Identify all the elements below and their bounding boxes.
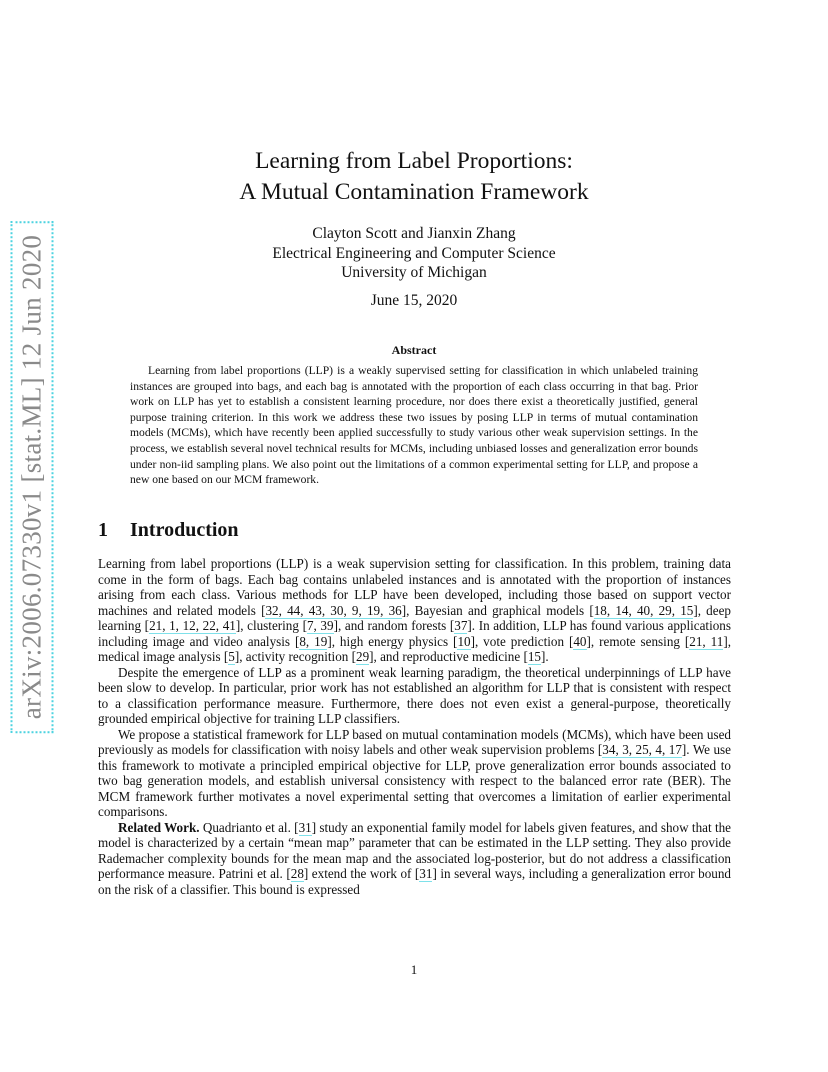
citation-link[interactable]: 40 xyxy=(573,633,587,649)
citation-link[interactable]: 21, 11 xyxy=(689,633,724,649)
page-number: 1 xyxy=(410,962,418,977)
paragraph-related-work xyxy=(98,820,731,898)
abstract-text: Learning from label proportions (LLP) is a weakly supervised setting for classification in which unlabeled training instances are grouped into bags, and each bag is annotated with the proportion of each class occurring in that bag. Prior work on LLP has yet to establish a consistent learning procedure, nor does there exist a theoretically justified, general purpose training criterion. In this work we address these two issues by posing LLP in terms of mutual contamination models (MCMs), which have recently been applied successfully to study various other weak supervision settings. In the process, we establish several novel technical results for MCMs, including unbiased losses and generalization error bounds under non-iid sampling plans. We also point out the limitations of a common experimental setting for LLP, and propose a new one based on our MCM framework. xyxy=(130,364,698,487)
citation-link[interactable]: 29 xyxy=(356,649,370,664)
text: ], deep learning [ xyxy=(98,602,731,633)
text: ] study an exponential family model for labels given features, and show that the model is characterized by a certain “mean map” parameter that can be estimated in the LLP setting. They also provide Rademacher complexity bounds for the mean map and the associated log-posterior, but do not address a classification performance measure. Patrini et al. [ xyxy=(98,819,731,881)
citation-link[interactable]: 10 xyxy=(457,633,471,649)
text: Quadrianto et al. [ xyxy=(199,819,299,835)
text: ] in several ways, including a generalization error bound on the risk of a classifier. This bound is expressed xyxy=(98,866,731,897)
text: ]. In addition, LLP has found various applications including image and video analysis [ xyxy=(98,618,731,649)
text: Learning from label proportions (LLP) is a weak supervision setting for classification. In this problem, training data come in the form of bags. Each bag contains unlabeled instances and is annotated with the proportion of instances arising from each class. Various methods for LLP have been developed, including those based on support vector machines and related models [ xyxy=(98,556,731,618)
introduction-body xyxy=(98,556,731,897)
section-title: Introduction xyxy=(130,519,239,541)
citation-link[interactable]: 34, 3, 25, 4, 17 xyxy=(602,742,682,757)
text: ], activity recognition [ xyxy=(234,649,356,664)
text: ] extend the work of [ xyxy=(303,866,420,881)
text: ], and reproductive medicine [ xyxy=(369,649,528,664)
text: ], clustering [ xyxy=(235,618,307,633)
run-in-heading: Related Work. xyxy=(118,819,200,835)
citation-link[interactable]: 31 xyxy=(298,819,312,835)
text: ], medical image analysis [ xyxy=(98,633,731,664)
citation-link[interactable]: 21, 1, 12, 22, 41 xyxy=(149,618,236,633)
citation-link[interactable]: 7, 39 xyxy=(306,618,334,633)
text: ], Bayesian and graphical models [ xyxy=(401,602,594,618)
citation-link[interactable]: 5 xyxy=(228,649,235,664)
citation-link[interactable]: 8, 19 xyxy=(299,633,328,649)
text: ]. We use this framework to motivate a principled empirical objective for LLP, prove generalization error bounds associated to two bag generation models, and establish universal consistency with respect to the balanced error rate (BER). The MCM framework further motivates a novel experimental setting that overcomes a limitation of earlier experimental comparisons. xyxy=(98,742,731,819)
text: We propose a statistical framework for LLP based on mutual contamination models (MCMs), which have been used previously as models for classification with noisy labels and other weak supervision problems [ xyxy=(98,726,731,757)
paragraph-3 xyxy=(98,727,731,820)
text: ], high energy physics [ xyxy=(327,633,458,649)
paragraph-1 xyxy=(98,556,731,665)
paper-date: June 15, 2020 xyxy=(370,292,458,309)
abstract-heading: Abstract xyxy=(391,343,437,357)
title-line-1: Learning from Label Proportions: xyxy=(255,148,573,174)
author-university: University of Michigan xyxy=(341,264,487,281)
text: ], remote sensing [ xyxy=(586,633,690,649)
paragraph-2: Despite the emergence of LLP as a prominent weak learning paradigm, the theoretical underpinnings of LLP have been slow to develop. In particular, prior work has not established an algorithm for LLP that is consistent with respect to a classification performance measure. Furthermore, there does not even exist a general-purpose, theoretically grounded empirical objective for training LLP classifiers. xyxy=(98,664,731,726)
citation-link[interactable]: 18, 14, 40, 29, 15 xyxy=(593,602,694,618)
text: ], vote prediction [ xyxy=(470,633,574,649)
citation-link[interactable]: 28 xyxy=(290,866,304,881)
author-block xyxy=(0,224,828,283)
author-department: Electrical Engineering and Computer Science xyxy=(272,244,556,262)
citation-link[interactable]: 15 xyxy=(527,649,541,664)
text: ], and random forests [ xyxy=(333,618,455,633)
text: ]. xyxy=(541,649,549,664)
author-names: Clayton Scott and Jianxin Zhang xyxy=(312,225,516,242)
arxiv-identifier[interactable]: arXiv:2006.07330v1 [stat.ML] 12 Jun 2020 xyxy=(17,227,48,727)
abstract xyxy=(130,363,698,488)
section-number: 1 xyxy=(98,519,108,541)
citation-link[interactable]: 37 xyxy=(454,618,468,633)
title-line-2: A Mutual Contamination Framework xyxy=(239,179,589,205)
arxiv-sidebar-stamp[interactable] xyxy=(12,234,52,720)
citation-link[interactable]: 31 xyxy=(419,866,433,881)
citation-link[interactable]: 32, 44, 43, 30, 9, 19, 36 xyxy=(265,602,402,618)
section-heading xyxy=(98,519,239,542)
paper-title xyxy=(0,146,828,208)
